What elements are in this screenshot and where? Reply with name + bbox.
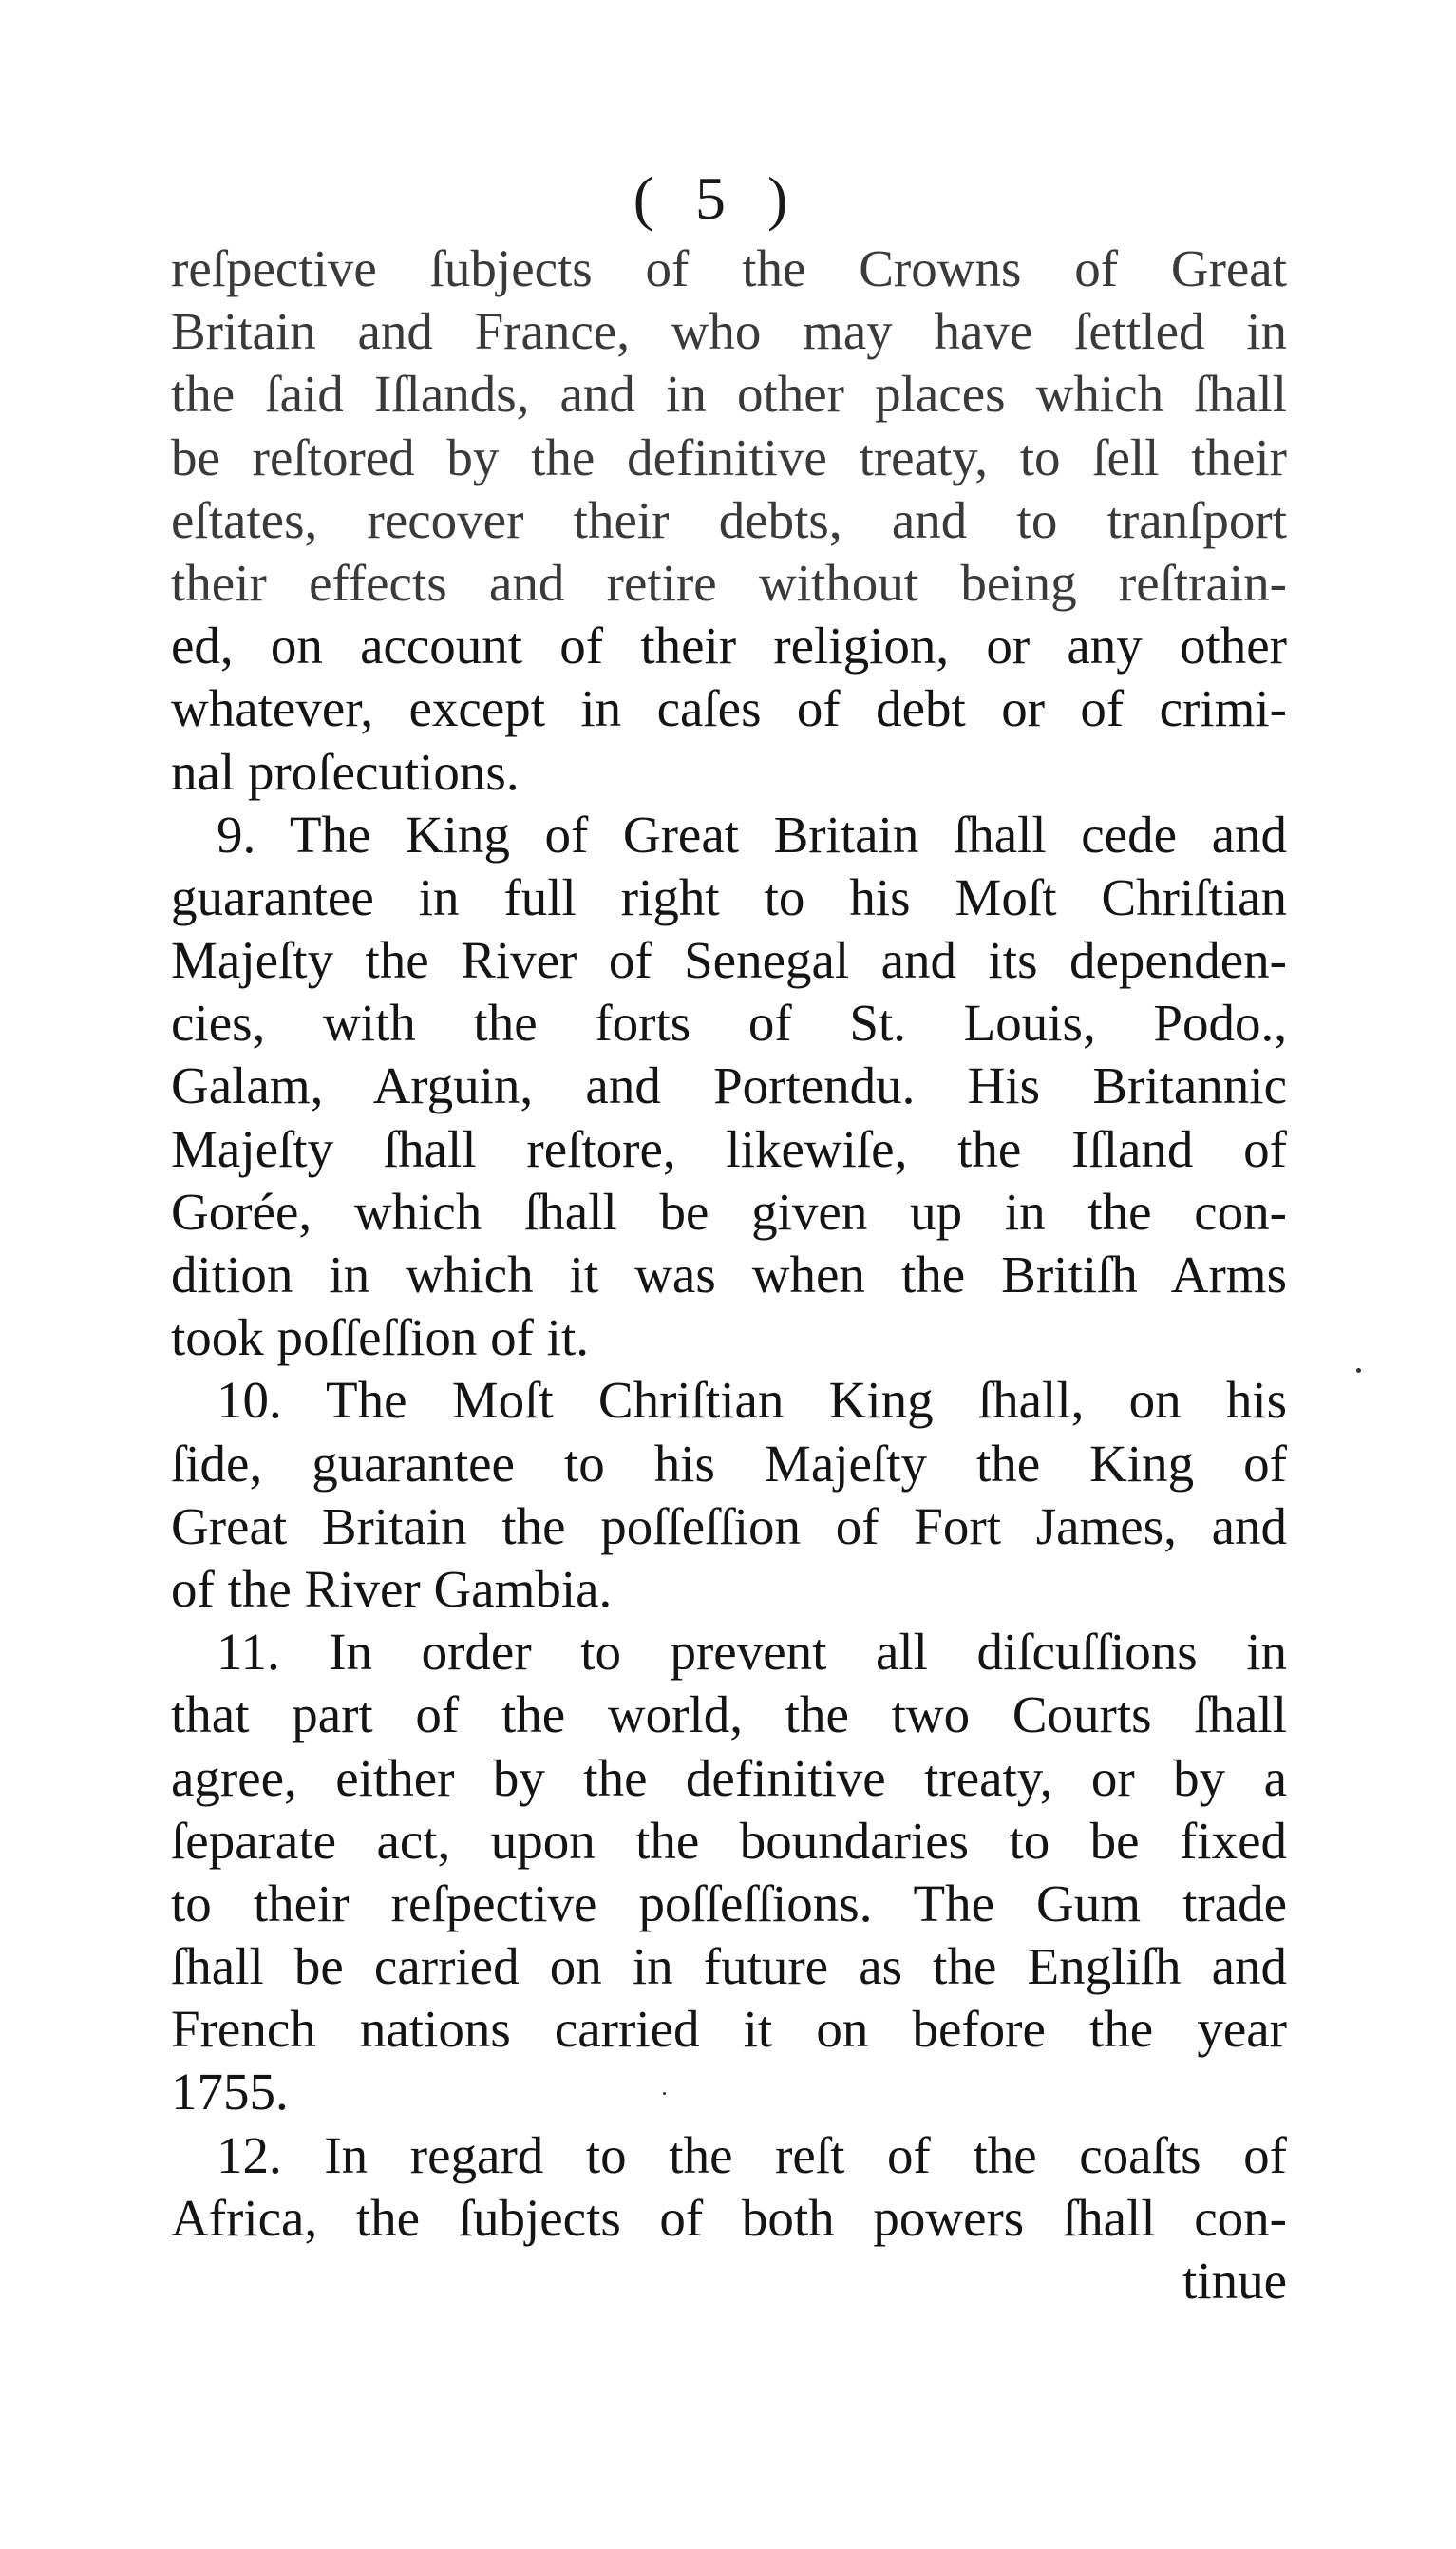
text-line: guarantee in full right to his Moſt Chriſtian [171, 867, 1287, 926]
text-line: the ſaid Iſlands, and in other places which ſhall [171, 365, 1287, 424]
text-line: of the River Gambia. [171, 1559, 613, 1618]
text-line: Africa, the ſubjects of both powers ſhall con- [171, 2188, 1287, 2247]
text-line: tinue [1182, 2252, 1287, 2310]
text-line: ed, on account of their religion, or any other [171, 617, 1287, 675]
text-line: Britain and France, who may have ſettled in [171, 302, 1287, 361]
text-line: their effects and retire without being reſtrain- [171, 553, 1287, 612]
text-line: ſeparate act, upon the boundaries to be fixed [171, 1811, 1287, 1870]
text-line: Great Britain the poſſeſſion of Fort James, and [171, 1496, 1287, 1555]
text-line: that part of the world, the two Courts ſhall [171, 1685, 1287, 1744]
text-block [171, 238, 1287, 2312]
text-line: ſhall be carried on in future as the Engliſh and [171, 1937, 1287, 1996]
text-line: French nations carried it on before the year [171, 2000, 1287, 2059]
text-line: 12. In regard to the reſt of the coaſts of [217, 2125, 1287, 2184]
page-number: ( 5 ) [633, 164, 802, 232]
text-line: Galam, Arguin, and Portendu. His Britannic [171, 1056, 1287, 1115]
text-line: agree, either by the definitive treaty, or by a [171, 1748, 1287, 1807]
text-line: took poſſeſſion of it. [171, 1308, 589, 1367]
ink-speck [663, 2092, 666, 2095]
text-line: eſtates, recover their debts, and to tranſport [171, 490, 1287, 549]
text-line: ſide, guarantee to his Majeſty the King of [171, 1434, 1287, 1493]
text-line: to their reſpective poſſeſſions. The Gum trade [171, 1874, 1287, 1932]
text-line: 1755. [171, 2063, 289, 2121]
text-line: 9. The King of Great Britain ſhall cede and [217, 805, 1287, 864]
text-line: 10. The Moſt Chriſtian King ſhall, on his [217, 1371, 1287, 1430]
text-line: dition in which it was when the Britiſh Arms [171, 1246, 1287, 1303]
text-line: reſpective ſubjects of the Crowns of Great [171, 239, 1287, 297]
text-line: Majeſty the River of Senegal and its dependen- [171, 931, 1287, 990]
text-line: 11. In order to prevent all diſcuſſions in [217, 1623, 1287, 1682]
text-line: nal proſecutions. [171, 742, 520, 801]
text-line: cies, with the forts of St. Louis, Podo., [171, 994, 1287, 1053]
text-line: Majeſty ſhall reſtore, likewiſe, the Iſland of [171, 1119, 1287, 1178]
text-line: whatever, except in caſes of debt or of crimi- [171, 679, 1287, 738]
text-line: Gorée, which ſhall be given up in the con- [171, 1182, 1287, 1241]
ink-speck [1356, 1368, 1361, 1373]
text-line: be reſtored by the definitive treaty, to ſell their [171, 428, 1287, 486]
